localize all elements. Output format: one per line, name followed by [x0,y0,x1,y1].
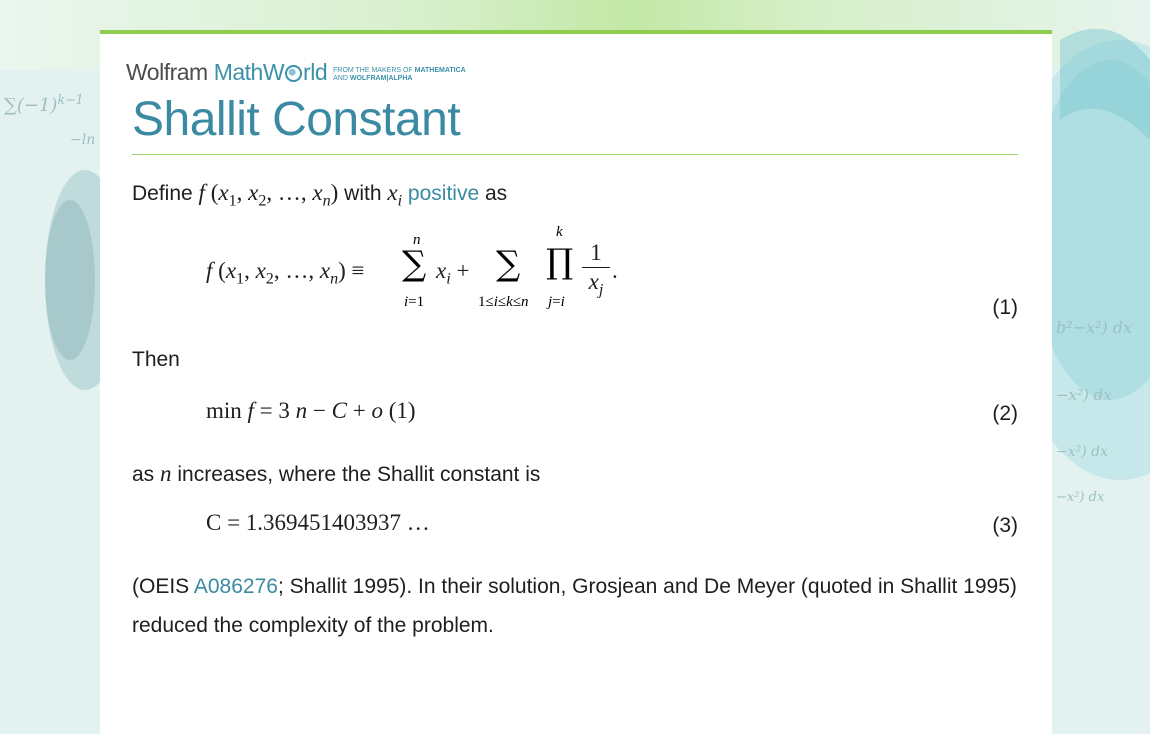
intro-as: as [484,182,508,205]
equation-3-number: (3) [992,514,1018,537]
eq1-xi: $x_i$ + [436,258,470,288]
title-divider [132,154,1018,155]
closing-paragraph [132,567,1022,645]
eq1-sum1: ∑ [402,244,427,284]
intro-with: with [344,182,382,205]
closing-rest: ; Shallit 1995). In their solution, Grosjean and De Meyer (quoted in Shallit 1995) reduced the complexity of the problem. [132,575,1017,637]
equation-3 [100,510,1052,550]
brand-mathworld-part1: MathW [213,59,285,85]
background-math-decoration: $\sum(-1)^{k-1}$ −ln b²−x²) dx −x²) dx −x²) dx −x²) dx [0,0,1150,724]
closing-open: (OEIS [132,575,194,598]
brand-mathworld-text [214,59,327,86]
eq1-sum1-lower: i=1 [404,294,425,310]
brand-wolfram-text: Wolfram [126,59,208,85]
intro-math-xi: $x_i$ [387,180,403,210]
brand-tagline [333,67,466,86]
oeis-link[interactable]: A086276 [193,575,278,598]
eq1-period: . [612,258,618,283]
eq2-math: min f = 3 n − C + o (1) [206,398,416,423]
eq2-min: min [206,398,242,423]
then-text: Then [132,348,180,371]
eq1-lhs: f ($x_1$, $x_2$, …, $x_n$) ≡ [206,258,365,288]
page-title: Shallit Constant [132,93,461,146]
brand-mathworld-part2: rld [303,59,328,85]
eq1-sum2: ∑ [496,244,521,284]
eq1-prod-upper: k [556,224,563,240]
intro-math-f: f ($x_1$, $x_2$, …, $x_n$) [198,180,339,210]
equation-1 [100,224,1052,342]
tagline-2-bold: WOLFRAM|ALPHA [349,75,413,82]
eq1-fraction: 1 $x_j$ [582,240,610,300]
tagline-2-prefix: AND [333,75,350,82]
as-n-suffix: increases, where the Shallit constant is [177,463,541,486]
equation-1-number: (1) [992,296,1018,319]
intro-define: Define [132,182,193,205]
intro-paragraph [132,180,507,211]
article-card [100,30,1052,734]
mathworld-logo[interactable] [126,60,466,86]
as-n-prefix: as [132,463,155,486]
eq1-sum1-upper: n [413,232,421,248]
eq1-prod-lower: j=i [548,294,565,310]
equation-2-number: (2) [992,402,1018,425]
eq3-math: C = 1.369451403937 … [206,510,430,535]
eq1-sum2-lower: 1≤i≤k≤n [478,294,529,310]
equation-2 [100,396,1052,436]
positive-link[interactable]: positive [407,182,480,205]
eq1-prod: ∏ [546,242,574,282]
as-n-paragraph [132,461,540,487]
globe-icon [285,65,302,82]
tagline-1-bold: MATHEMATICA [414,67,466,74]
as-n-math: n [160,461,172,486]
tagline-1-prefix: FROM THE MAKERS OF [333,67,415,74]
